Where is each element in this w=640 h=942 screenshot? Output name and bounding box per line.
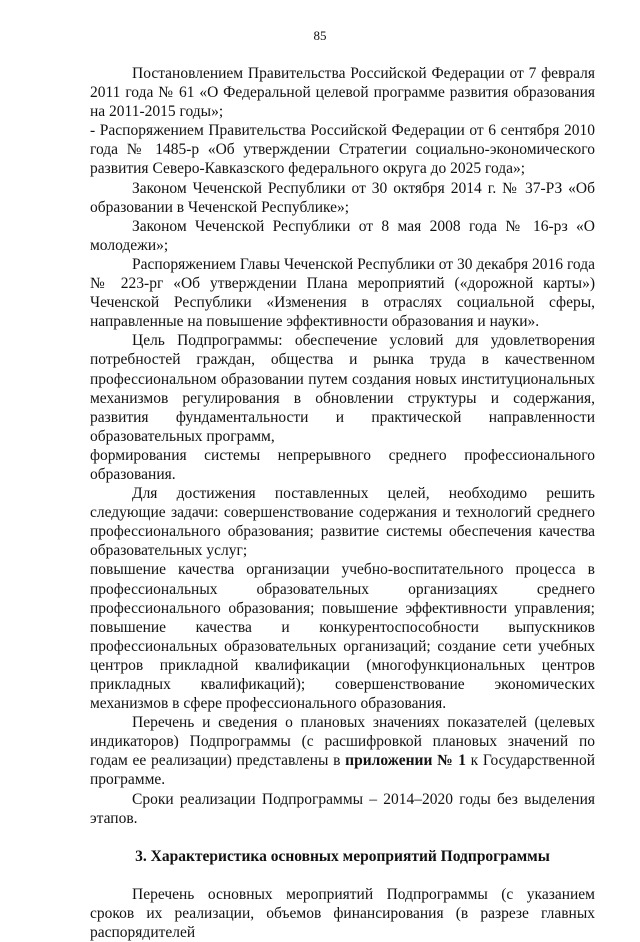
indicators-text-after: к Государственной программе. xyxy=(90,752,596,789)
section-heading: 3. Характеристика основных мероприятий Подпрограммы xyxy=(135,847,550,865)
paragraph-activities: Перечень основных мероприятий Подпрограммы (с указанием сроков их реализации, объемов финансирования (в разрезе главных распорядителей xyxy=(90,885,595,942)
indicators-text-before: Перечень и сведения о плановых значениях показателей (целевых индикаторов) Подпрограммы (с расшифровкой плановых значений по годам ее реализации) представлены в xyxy=(90,714,595,770)
paragraph-goal-continuation: формирования системы непрерывного среднего профессионального образования. xyxy=(90,446,595,483)
paragraph-terms: Сроки реализации Подпрограммы – 2014–2020 годы без выделения этапов. xyxy=(90,790,595,827)
paragraph-order-roadmap: Распоряжением Главы Чеченской Республики от 30 декабря 2016 года № 223-рг «Об утверждении Плана мероприятий («дорожной карты») Чеченской Республики «Изменения в отраслях социальной сферы, направленные на повышение эффективности образования и науки». xyxy=(90,255,595,331)
page-number: 85 xyxy=(313,28,327,43)
paragraph-goal: Цель Подпрограммы: обеспечение условий для удовлетворения потребностей граждан, общества и рынка труда в качественном профессиональном образовании путем создания новых институциональных механизмов регулирования в обновлении структуры и содержания, развития фундаментальности и практической направленности образовательных программ, xyxy=(90,332,595,445)
paragraph-decree-2011: Постановлением Правительства Российской Федерации от 7 февраля 2011 года № 61 «О Федеральной целевой программе развития образования на 2011-2015 годы»; xyxy=(90,65,595,121)
appendix-reference: приложении № 1 xyxy=(345,752,466,770)
paragraph-order-2010: - Распоряжением Правительства Российской Федерации от 6 сентября 2010 года № 1485-р «Об утверждении Стратегии социально-экономического развития Северо-Кавказского федерального округа до 2025 года»; xyxy=(90,122,595,178)
paragraph-law-education: Законом Чеченской Республики от 30 октября 2014 г. № 37-РЗ «Об образовании в Чеченской Республике»; xyxy=(90,179,595,216)
paragraph-indicators xyxy=(90,713,595,789)
paragraph-tasks-continuation: повышение качества организации учебно-воспитательного процесса в профессиональных образовательных организациях среднего профессионального образования; повышение эффективности управления; повышение качества и конкурентоспособности выпускников профессиональных образовательных организаций; создание сети учебных центров прикладной квалификации (многофункциональных центров прикладных квалификаций); совершенствование экономических механизмов в сфере профессионального образования. xyxy=(90,561,595,713)
paragraph-tasks: Для достижения поставленных целей, необходимо решить следующие задачи: совершенствование содержания и технологий среднего профессионального образования; развитие системы обеспечения качества образовательных услуг; xyxy=(90,485,595,560)
page-body xyxy=(90,64,595,942)
paragraph-law-youth: Законом Чеченской Республики от 8 мая 2008 года № 16-рз «О молодежи»; xyxy=(90,217,595,254)
